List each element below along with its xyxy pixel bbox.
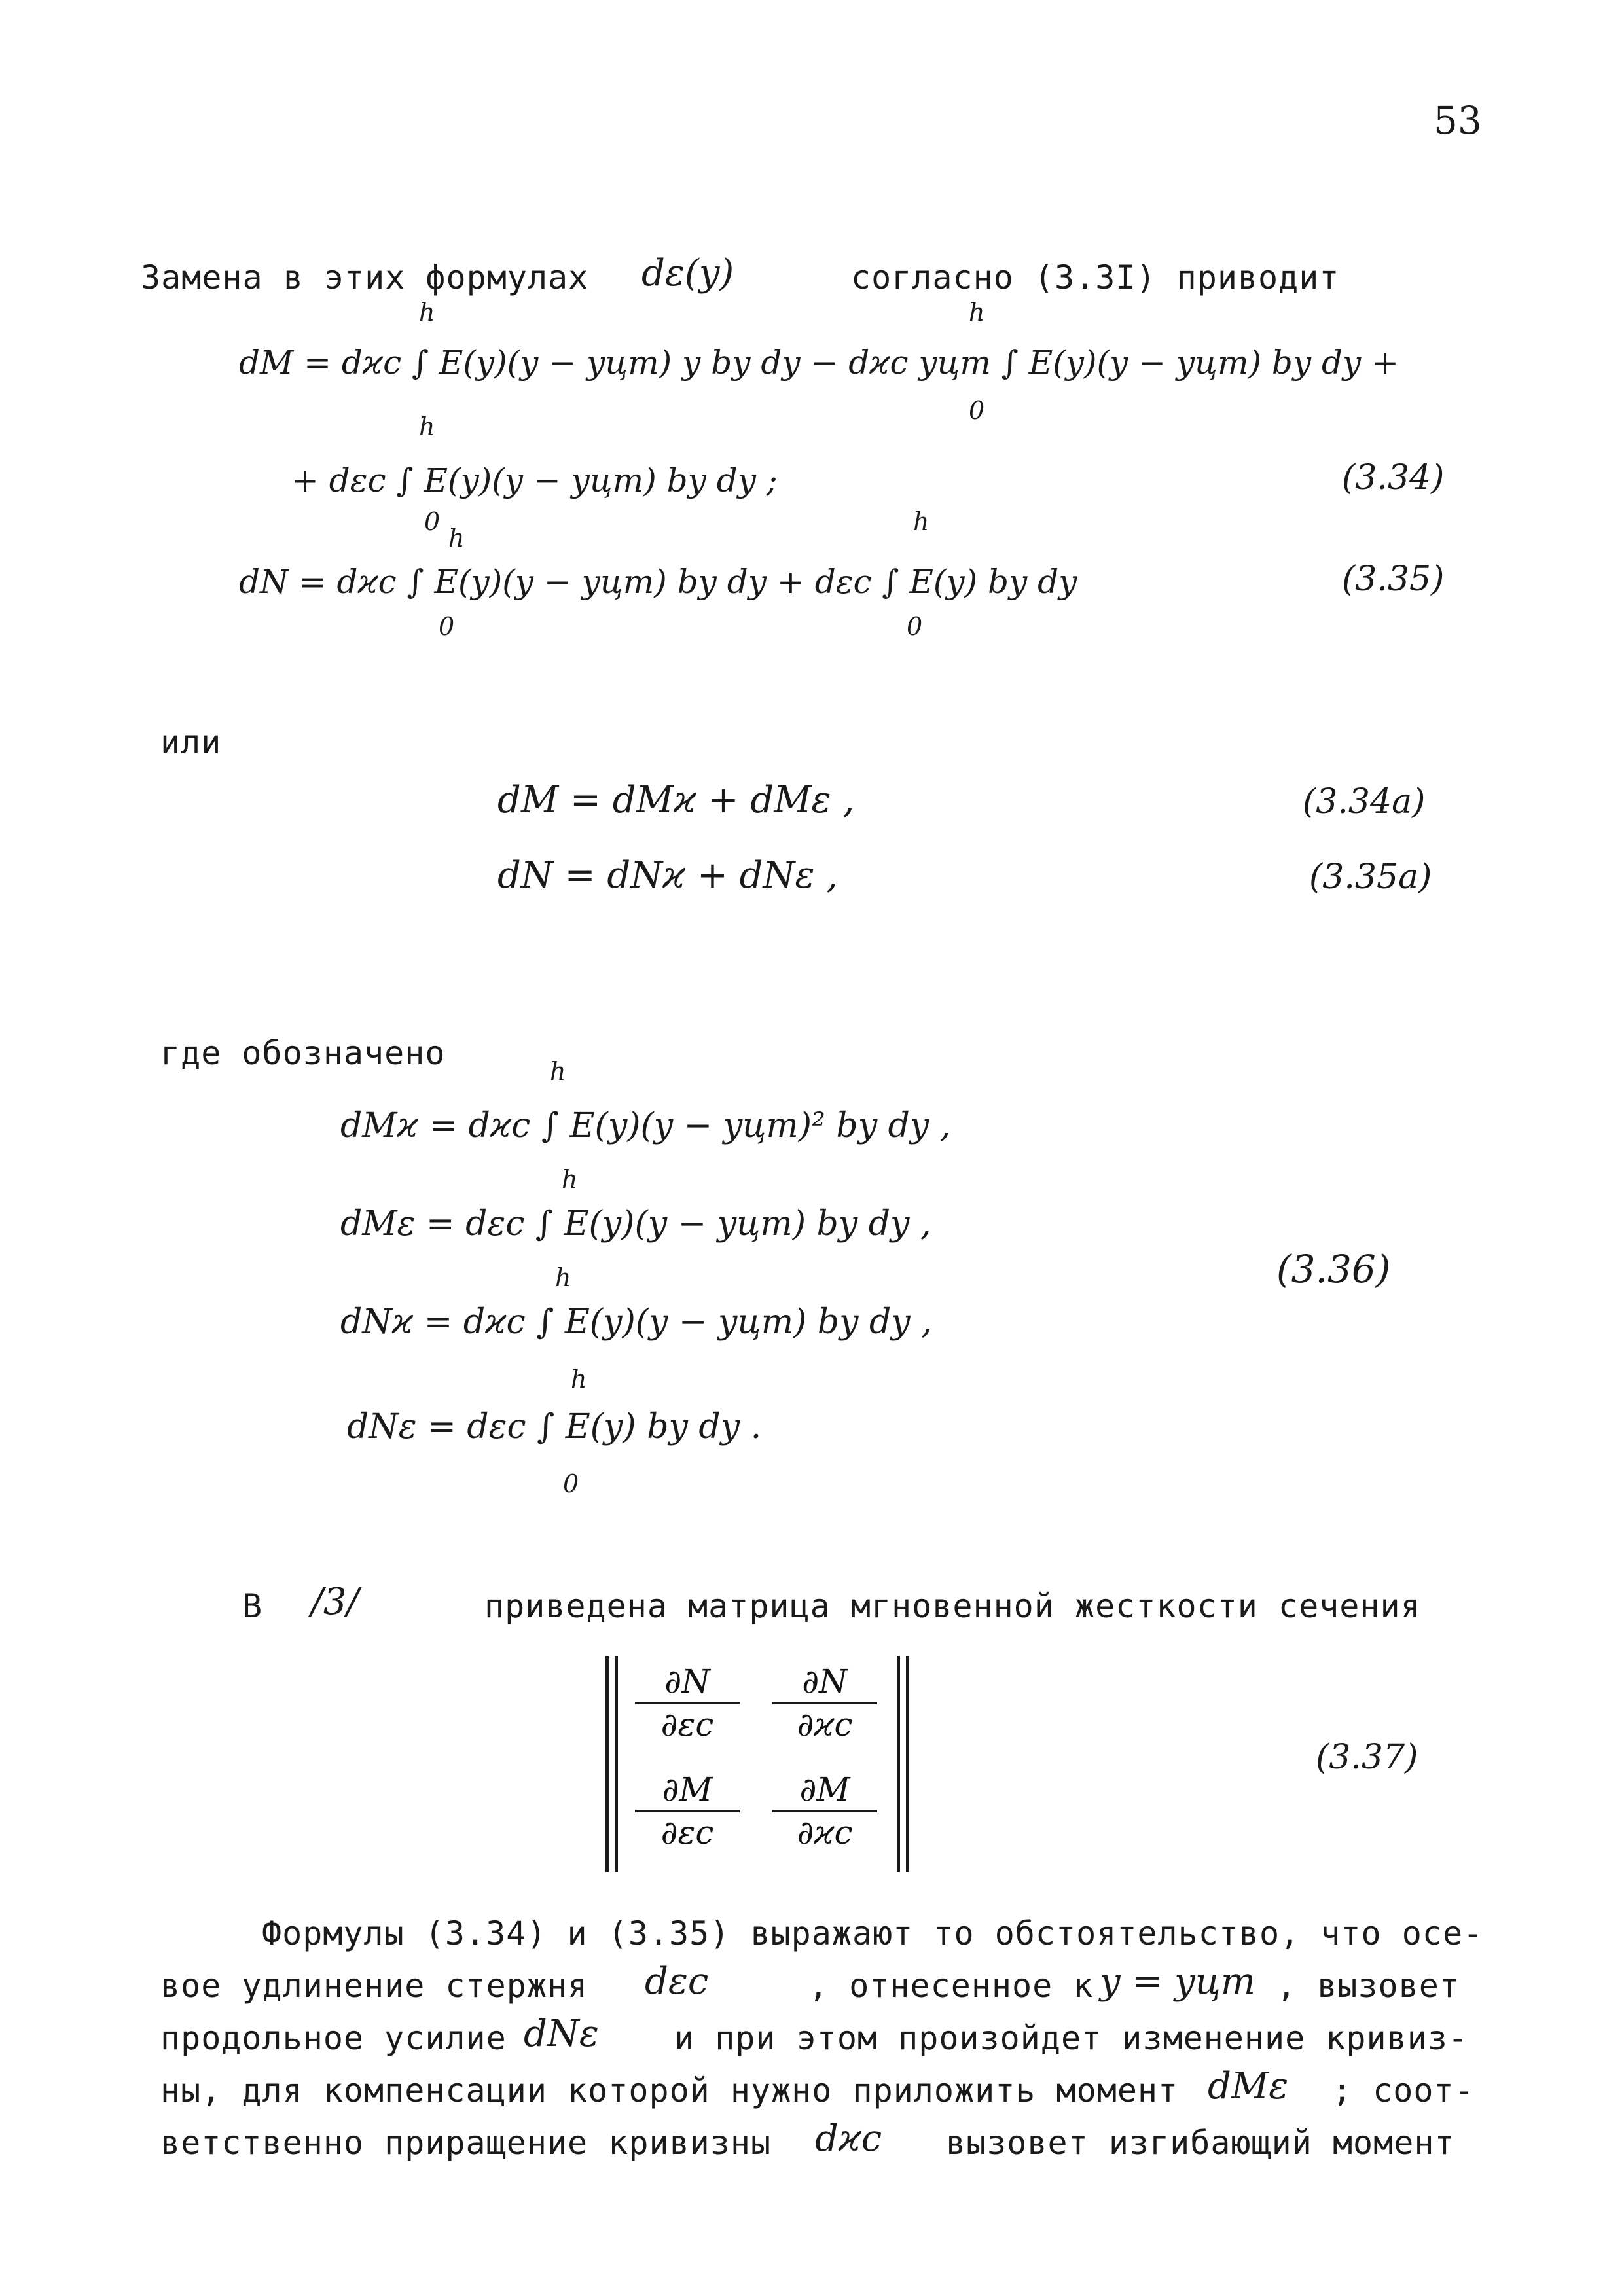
matrix-intro-text: приведена матрица мгновенной жесткости сечения: [484, 1587, 1421, 1625]
matrix-right-bar: [906, 1656, 909, 1872]
or-word: или: [160, 723, 222, 761]
eq-3-34-number: (3.34): [1342, 458, 1445, 497]
intro-text: Замена в этих формулах: [141, 259, 589, 296]
matrix-left-bar: [615, 1656, 618, 1872]
paragraph-line-3b: и при этом произойдет изменение кривиз-: [674, 2019, 1468, 2057]
lower-limit: 0: [424, 507, 441, 536]
eq-3-37-number: (3.37): [1316, 1738, 1418, 1777]
upper-limit: h: [555, 1263, 571, 1292]
eq-3-36-line-3: dNϰ = dϰc ∫ E(y)(y − yцт) by dy ,: [340, 1302, 932, 1342]
paragraph-line-5b: вызовет изгибающий момент: [946, 2124, 1455, 2162]
reference: /3/: [311, 1581, 359, 1623]
lower-limit: 0: [439, 612, 455, 641]
upper-limit: h: [969, 298, 985, 327]
upper-limit: h: [913, 507, 929, 536]
paragraph-line-5a: ветственно приращение кривизны: [160, 2124, 772, 2162]
matrix-cell: $\frac{\partial M}{\partial ϰc}$: [772, 1770, 877, 1852]
eq-3-34-line-2: + dεc ∫ E(y)(y − yцт) by dy ;: [291, 461, 778, 499]
eq-3-36-line-1: dMϰ = dϰc ∫ E(y)(y − yцт)² by dy ,: [340, 1106, 951, 1145]
paragraph-symbol: dϰc: [815, 2117, 882, 2160]
lower-limit: 0: [969, 396, 985, 425]
eq-3-36-line-2: dMε = dεc ∫ E(y)(y − yцт) by dy ,: [340, 1204, 931, 1244]
eq-3-35a-line: dN = dNϰ + dNε ,: [497, 854, 839, 897]
matrix-left-bar: [605, 1656, 609, 1872]
eq-3-34-line-1: dM = dϰc ∫ E(y)(y − yцт) y by dy − dϰc yцт ∫ E(y)(y − yцт) by dy +: [239, 344, 1399, 382]
upper-limit: h: [419, 412, 435, 441]
eq-3-36-line-4: dNε = dεc ∫ E(y) by dy .: [347, 1407, 762, 1446]
paragraph-line-2c: , вызовет: [1276, 1967, 1460, 2005]
eq-3-34a-line: dM = dMϰ + dMε ,: [497, 779, 855, 821]
intro-text-2: согласно (3.3I) приводит: [851, 259, 1340, 296]
paragraph-symbol: dNε: [524, 2013, 599, 2055]
paragraph-symbol: y = yцт: [1100, 1960, 1255, 2003]
intro-symbol: dε(y): [641, 252, 734, 295]
paragraph-line-2b: , отнесенное к: [808, 1967, 1094, 2005]
eq-3-36-number: (3.36): [1276, 1247, 1391, 1291]
upper-limit: h: [550, 1057, 566, 1086]
paragraph-symbol: dMε: [1208, 2065, 1289, 2108]
lower-limit: 0: [563, 1469, 579, 1498]
matrix-cell: $\frac{\partial N}{\partial\varepsilon c}$: [635, 1662, 740, 1744]
page-number: 53: [1434, 98, 1482, 143]
eq-3-35-number: (3.35): [1342, 560, 1445, 599]
eq-3-35-line: dN = dϰc ∫ E(y)(y − yцт) by dy + dεc ∫ E(y) by dy: [239, 563, 1077, 601]
eq-3-35a-number: (3.35a): [1309, 857, 1432, 897]
upper-limit: h: [571, 1365, 587, 1393]
paragraph-line-2a: вое удлинение стержня: [160, 1967, 588, 2005]
matrix-intro-prefix: В: [242, 1587, 263, 1625]
matrix-right-bar: [897, 1656, 900, 1872]
matrix-cell: $\frac{\partial M}{\partial\varepsilon c}$: [635, 1770, 740, 1852]
paragraph-line-1: Формулы (3.34) и (3.35) выражают то обстоятельство, что осе-: [262, 1914, 1484, 1952]
upper-limit: h: [419, 298, 435, 327]
lower-limit: 0: [907, 612, 923, 641]
paragraph-line-3a: продольное усилие: [160, 2019, 507, 2057]
where-text: где обозначено: [160, 1034, 446, 1072]
paragraph-line-4a: ны, для компенсации которой нужно приложить момент: [160, 2072, 1179, 2109]
stiffness-matrix: [605, 1656, 913, 1872]
paragraph-symbol: dεc: [645, 1960, 709, 2003]
matrix-cell: $\frac{\partial N}{\partial ϰc}$: [772, 1662, 877, 1744]
eq-3-34a-number: (3.34a): [1303, 782, 1426, 821]
paragraph-line-4b: ; соот-: [1332, 2072, 1475, 2109]
upper-limit: h: [562, 1165, 578, 1194]
upper-limit: h: [448, 524, 465, 552]
